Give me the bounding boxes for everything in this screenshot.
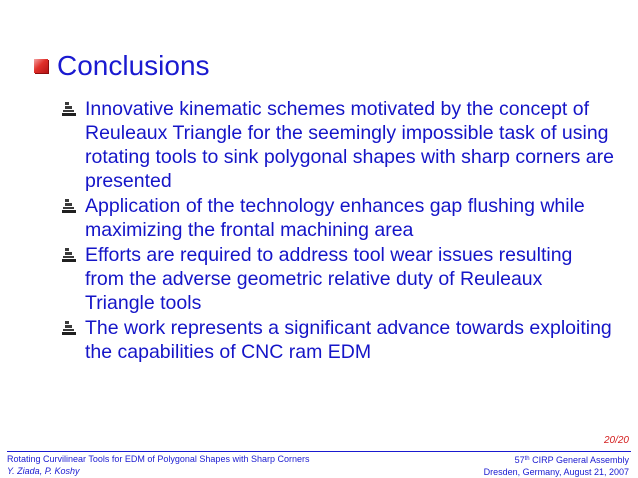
conference-number: 57 xyxy=(514,455,525,465)
bullet-text: Application of the technology enhances gap flushing while maximizing the frontal machining area xyxy=(85,195,585,241)
stacked-bars-bullet-icon xyxy=(62,199,76,213)
bullet-item xyxy=(0,243,638,315)
bullet-item xyxy=(0,97,638,193)
footer-location-date: Dresden, Germany, August 21, 2007 xyxy=(483,467,629,477)
footer-right xyxy=(484,453,629,478)
bullet-item xyxy=(0,194,638,242)
bullet-text: The work represents a significant advance towards exploiting the capabilities of CNC ram EDM xyxy=(85,317,612,363)
conference-suffix: th xyxy=(524,456,530,462)
bullet-item xyxy=(0,316,638,364)
footer-left xyxy=(7,453,309,477)
slide-title: Conclusions xyxy=(57,50,210,81)
stacked-bars-bullet-icon xyxy=(62,102,76,116)
footer-conference xyxy=(484,453,629,466)
stacked-bars-bullet-icon xyxy=(62,248,76,262)
footer-divider xyxy=(7,451,631,452)
stacked-bars-bullet-icon xyxy=(62,321,76,335)
footer-authors: Y. Ziada, P. Koshy xyxy=(7,466,80,476)
footer-paper-title: Rotating Curvilinear Tools for EDM of Polygonal Shapes with Sharp Corners xyxy=(7,454,310,464)
title-square-bullet-icon xyxy=(34,59,48,73)
conclusions-list xyxy=(0,97,638,365)
page-number: 20/20 xyxy=(603,435,629,446)
conference-name: CIRP General Assembly xyxy=(529,455,629,465)
bullet-text: Efforts are required to address tool wear issues resulting from the adverse geometric relative duty of Reuleaux Triangle tools xyxy=(85,244,573,314)
bullet-text: Innovative kinematic schemes motivated by the concept of Reuleaux Triangle for the seemingly impossible task of using rotating tools to sink polygonal shapes with sharp corners are presented xyxy=(85,98,614,192)
